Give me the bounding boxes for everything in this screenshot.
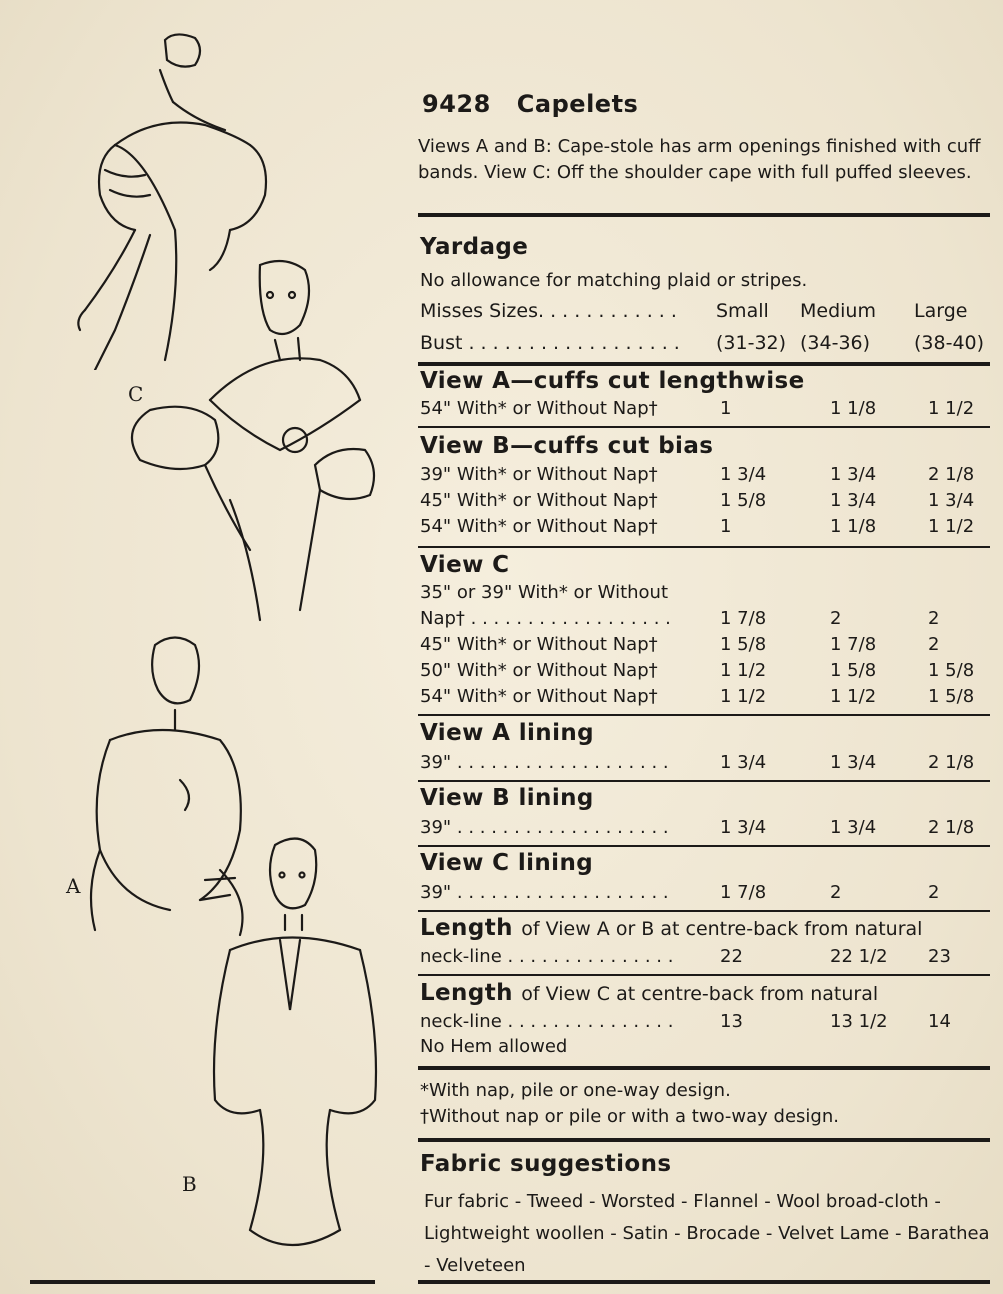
row-small: 1 3/4	[720, 817, 767, 838]
bust-large: (38-40)	[914, 332, 985, 354]
row-large: 2	[928, 634, 940, 655]
divider	[418, 910, 990, 912]
sizes-row	[420, 300, 990, 326]
row-small: 1 3/4	[720, 752, 767, 773]
row-large: 2 1/8	[928, 464, 975, 485]
row-medium: 1 5/8	[830, 660, 877, 681]
table-row	[420, 464, 990, 490]
view-a-lining-heading: View A lining	[420, 720, 595, 746]
figure-c-front-illustration	[120, 250, 380, 630]
table-row	[420, 752, 990, 778]
row-medium: 1 1/8	[830, 398, 877, 419]
illustrations-panel	[0, 0, 405, 1294]
pattern-number: 9428	[422, 90, 491, 118]
sizes-label: Misses Sizes. . . . . . . . . . . .	[420, 300, 677, 322]
row-small: 1 7/8	[720, 608, 767, 629]
divider	[418, 714, 990, 716]
row-medium: 22 1/2	[830, 946, 888, 967]
length-word: Length	[420, 915, 513, 941]
figure-b-illustration	[190, 830, 390, 1270]
size-small: Small	[716, 300, 769, 322]
divider	[418, 974, 990, 976]
row-label: 54" With* or Without Nap†	[420, 516, 658, 537]
fabric-suggestions-text: Fur fabric - Tweed - Worsted - Flannel - Wool broad-cloth - Lightweight woollen - Satin - Brocade - Velvet Lame - Barathea - Velveteen	[424, 1191, 990, 1276]
table-row	[420, 608, 990, 634]
row-label: 39" . . . . . . . . . . . . . . . . . . .	[420, 882, 669, 903]
view-a-heading: View A—cuffs cut lengthwise	[420, 368, 805, 394]
size-medium: Medium	[800, 300, 876, 322]
table-row	[420, 946, 990, 972]
row-medium: 1 1/8	[830, 516, 877, 537]
view-c-heading: View C	[420, 552, 510, 578]
row-large: 14	[928, 1011, 951, 1032]
row-label: 45" With* or Without Nap†	[420, 634, 658, 655]
row-medium: 1 3/4	[830, 817, 877, 838]
length-rest: of View A or B at centre-back from natural	[521, 918, 923, 940]
row-large: 23	[928, 946, 951, 967]
left-bottom-rule	[30, 1280, 375, 1284]
row-large: 2	[928, 608, 940, 629]
divider	[418, 1066, 990, 1070]
row-small: 1	[720, 398, 732, 419]
pattern-title	[422, 90, 638, 118]
figure-c-label: C	[128, 382, 144, 406]
row-medium: 1 3/4	[830, 752, 877, 773]
row-medium: 2	[830, 882, 842, 903]
row-label: neck-line . . . . . . . . . . . . . . .	[420, 1011, 674, 1032]
row-medium: 1 7/8	[830, 634, 877, 655]
row-label: Nap† . . . . . . . . . . . . . . . . . .	[420, 608, 671, 629]
row-medium: 1 1/2	[830, 686, 877, 707]
row-small: 1 1/2	[720, 660, 767, 681]
row-medium: 1 3/4	[830, 464, 877, 485]
bust-medium: (34-36)	[800, 332, 871, 354]
table-row	[420, 490, 990, 516]
bust-small: (31-32)	[716, 332, 787, 354]
table-row	[420, 1011, 990, 1037]
footnote-without-nap: †Without nap or pile or with a two-way design.	[420, 1106, 839, 1127]
yardage-heading: Yardage	[420, 234, 529, 260]
row-medium: 2	[830, 608, 842, 629]
row-small: 1 5/8	[720, 490, 767, 511]
divider	[418, 426, 990, 428]
row-large: 1 3/4	[928, 490, 975, 511]
bust-label: Bust . . . . . . . . . . . . . . . . . .	[420, 332, 680, 354]
view-b-lining-heading: View B lining	[420, 785, 594, 811]
length-word: Length	[420, 980, 513, 1006]
row-medium: 1 3/4	[830, 490, 877, 511]
yardage-note: No allowance for matching plaid or stripes.	[420, 270, 808, 291]
size-large: Large	[914, 300, 968, 322]
row-large: 1 5/8	[928, 660, 975, 681]
footnote-nap: *With nap, pile or one-way design.	[420, 1080, 731, 1101]
divider	[418, 845, 990, 847]
row-label: 50" With* or Without Nap†	[420, 660, 658, 681]
row-small: 13	[720, 1011, 743, 1032]
row-label: 45" With* or Without Nap†	[420, 490, 658, 511]
no-hem-note: No Hem allowed	[420, 1036, 568, 1057]
divider	[418, 1280, 990, 1284]
figure-b-label: B	[182, 1172, 197, 1196]
table-row	[420, 686, 990, 712]
row-small: 1	[720, 516, 732, 537]
length-ab-heading	[420, 915, 922, 941]
row-label: 54" With* or Without Nap†	[420, 686, 658, 707]
table-row	[420, 882, 990, 908]
row-label: 54" With* or Without Nap†	[420, 398, 658, 419]
row-large: 2	[928, 882, 940, 903]
table-row	[420, 634, 990, 660]
table-row	[420, 398, 990, 424]
divider	[418, 362, 990, 366]
view-b-heading: View B—cuffs cut bias	[420, 433, 714, 459]
row-large: 2 1/8	[928, 817, 975, 838]
row-small: 22	[720, 946, 743, 967]
view-c-line: 35" or 39" With* or Without	[420, 582, 669, 603]
divider	[418, 1138, 990, 1142]
row-small: 1 5/8	[720, 634, 767, 655]
row-label: 39" With* or Without Nap†	[420, 464, 658, 485]
row-label: 39" . . . . . . . . . . . . . . . . . . .	[420, 817, 669, 838]
row-large: 1 5/8	[928, 686, 975, 707]
divider	[418, 213, 990, 217]
divider	[418, 780, 990, 782]
row-large: 2 1/8	[928, 752, 975, 773]
row-label: neck-line . . . . . . . . . . . . . . .	[420, 946, 674, 967]
view-c-lining-heading: View C lining	[420, 850, 594, 876]
row-small: 1 1/2	[720, 686, 767, 707]
figure-a-label: A	[66, 874, 81, 898]
row-small: 1 7/8	[720, 882, 767, 903]
row-medium: 13 1/2	[830, 1011, 888, 1032]
row-large: 1 1/2	[928, 516, 975, 537]
divider	[418, 546, 990, 548]
bust-row	[420, 332, 990, 358]
row-label: 39" . . . . . . . . . . . . . . . . . . .	[420, 752, 669, 773]
row-small: 1 3/4	[720, 464, 767, 485]
pattern-description: Views A and B: Cape-stole has arm openings finished with cuff bands. View C: Off the shoulder cape with full puffed sleeves.	[418, 136, 981, 183]
table-row	[420, 660, 990, 686]
fabric-heading: Fabric suggestions	[420, 1151, 672, 1177]
length-rest: of View C at centre-back from natural	[521, 983, 879, 1005]
pattern-name: Capelets	[516, 90, 639, 118]
row-large: 1 1/2	[928, 398, 975, 419]
length-c-heading	[420, 980, 878, 1006]
table-row	[420, 516, 990, 542]
table-row	[420, 817, 990, 843]
